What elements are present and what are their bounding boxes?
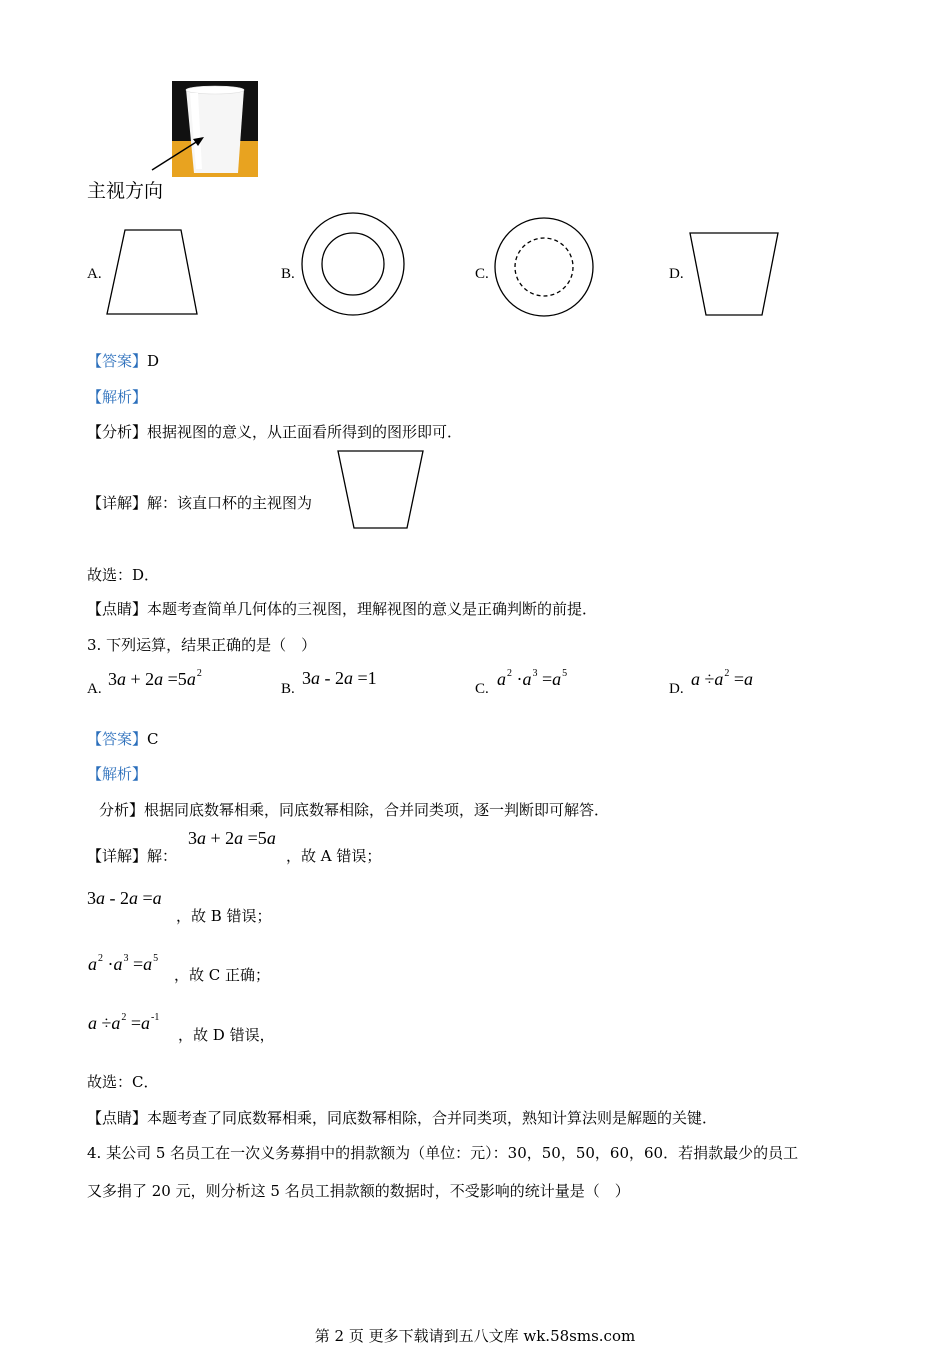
q3-option-c-label: C. (475, 681, 489, 697)
q3-detail-b-formula: 3a - 2a =a (87, 888, 162, 908)
q3-option-a-label: A. (87, 681, 102, 697)
q3-detail-prefix: 【详解】解： (87, 847, 178, 865)
q3-detail-b-text: ，故 B 错误； (176, 907, 272, 925)
q3-stem: 3. 下列运算，结果正确的是（ ） (87, 636, 317, 654)
cup-caption: 主视方向 (87, 180, 164, 202)
q2-detail-text: 【详解】解：该直口杯的主视图为 (87, 494, 313, 512)
page-footer: 第 2 页 更多下载请到五八文库 wk.58sms.com (314, 1327, 636, 1345)
q3-detail-a-text: ，故 A 错误； (286, 847, 382, 865)
option-d-label: D. (669, 266, 684, 282)
q3-choose: 故选：C． (87, 1073, 159, 1091)
q2-choose: 故选：D． (87, 566, 160, 584)
q4-line1: 4. 某公司 5 名员工在一次义务募捐中的捐款额为（单位：元）：30，50，50，60，60．若捐款最少的员工 (87, 1144, 799, 1162)
q3-comment: 【点睛】本题考查了同底数幂相乘，同底数幂相除，合并同类项，熟知计算法则是解题的关键． (87, 1109, 718, 1127)
q4-line2: 又多捐了 20 元，则分析这 5 名员工捐款额的数据时，不受影响的统计量是（ ） (87, 1182, 630, 1200)
answer-value: C (147, 730, 159, 748)
option-d-shape (688, 230, 782, 320)
option-b-label: B. (281, 266, 295, 282)
answer-tag: 【答案】 (87, 352, 148, 370)
q2-front-view-shape (336, 448, 426, 532)
q3-analysis-text: 分析】根据同底数幂相乘，同底数幂相除，合并同类项，逐一判断即可解答． (99, 801, 610, 819)
q3-detail-d-formula: $a \div a^2 =a^{-1}$ (88, 1012, 160, 1033)
q2-answer (87, 350, 159, 371)
q3-option-c-formula: $a^2 \cdot a^3 =a^5$ (497, 668, 568, 689)
answer-tag: 【答案】 (87, 730, 148, 748)
option-c-shape (493, 216, 595, 318)
q3-option-d-formula: $a \div a^2 =a$ (691, 668, 754, 689)
option-b-shape (300, 210, 408, 318)
q3-detail-a-formula: 3a + 2a =5a (188, 828, 276, 848)
q3-detail-c-text: ，故 C 正确； (174, 966, 271, 984)
q3-answer (87, 728, 159, 749)
answer-value: D (147, 352, 160, 370)
q2-comment: 【点睛】本题考查简单几何体的三视图，理解视图的意义是正确判断的前提． (87, 600, 598, 618)
option-a-label: A. (87, 266, 102, 282)
option-c-label: C. (475, 266, 489, 282)
q3-option-a-formula: $3a + 2a =5a^2$ (108, 668, 202, 689)
option-a-shape (105, 228, 201, 318)
q3-option-d-label: D. (669, 681, 684, 697)
q2-analysis-text: 【分析】根据视图的意义，从正面看所得到的图形即可． (87, 423, 463, 441)
q3-detail-d-text: ，故 D 错误， (178, 1026, 275, 1044)
q3-option-b-formula: 3a - 2a =1 (302, 668, 377, 688)
q2-analysis-tag: 【解析】 (87, 388, 148, 406)
q3-option-b-label: B. (281, 681, 295, 697)
q3-analysis-tag: 【解析】 (87, 765, 148, 783)
q3-detail-c-formula: $a^2 \cdot a^3 =a^5$ (88, 953, 159, 974)
